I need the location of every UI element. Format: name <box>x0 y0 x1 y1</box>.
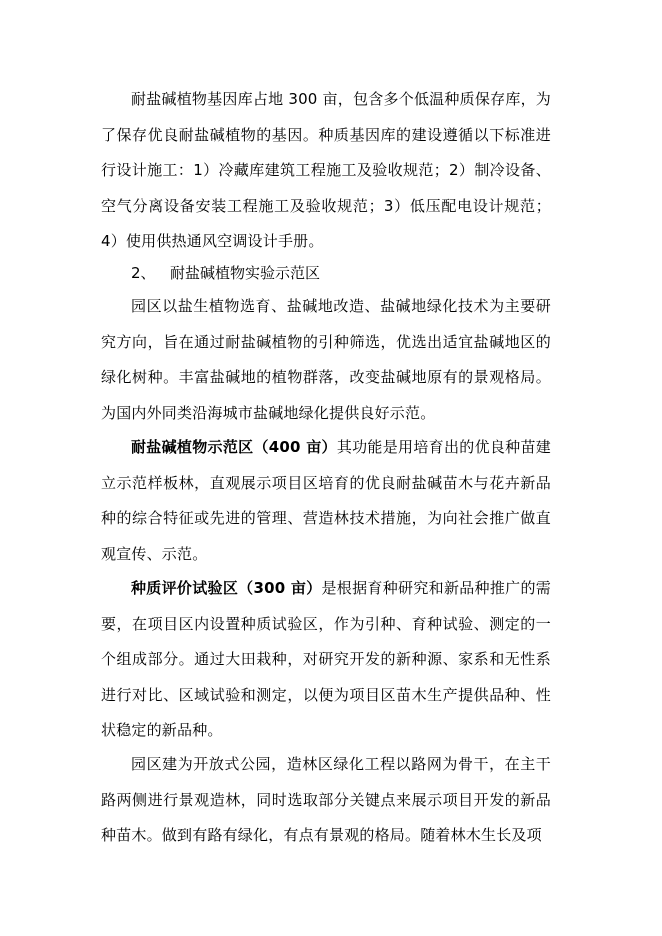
paragraph-open-park: 园区建为开放式公园，造林区绿化工程以路网为骨干，在主干路两侧进行景观造林，同时选取部分关键点来展示项目开发的新品种苗木。做到有路有绿化，有点有景观的格局。随着林木生长及项 <box>101 755 551 844</box>
paragraph-park-direction: 园区以盐生植物选育、盐碱地改造、盐碱地绿化技术为主要研究方向，旨在通过耐盐碱植物的引种筛选，优选出适宜盐碱地区的绿化树种。丰富盐碱地的植物群落，改变盐碱地原有的景观格局。为国内外同类沿海城市盐碱地绿化提供良好示范。 <box>101 297 551 422</box>
germplasm-zone-title: 种质评价试验区（300 亩） <box>131 579 322 597</box>
germplasm-zone-text: 是根据育种研究和新品种推广的需要，在项目区内设置种质试验区，作为引种、育种试验、测定的一个组成部分。通过大田栽种，对研究开发的新种源、家系和无性系进行对比、区域试验和测定，以便为项目区苗木生产提供品种、性状稳定的新品种。 <box>101 579 551 739</box>
paragraph-demo-zone <box>101 430 551 572</box>
demo-zone-title: 耐盐碱植物示范区（400 亩） <box>131 438 337 456</box>
demo-zone-text: 其功能是用培育出的优良种苗建立示范样板林，直观展示项目区培育的优良耐盐碱苗木与花卉新品种的综合特征或先进的管理、营造林技术措施，为向社会推广做直观宣传、示范。 <box>101 438 551 563</box>
section-number: 2、 <box>131 264 156 282</box>
paragraph-germplasm-zone <box>101 571 551 749</box>
section-title: 耐盐碱植物实验示范区 <box>170 264 321 282</box>
paragraph-gene-bank: 耐盐碱植物基因库占地 300 亩，包含多个低温种质保存库，为了保存优良耐盐碱植物的基因。种质基因库的建设遵循以下标准进行设计施工：1）冷藏库建筑工程施工及验收规范；2）制冷设备、空气分离设备安装工程施工及验收规范；3）低压配电设计规范；4）使用供热通风空调设计手册。 <box>101 90 551 250</box>
